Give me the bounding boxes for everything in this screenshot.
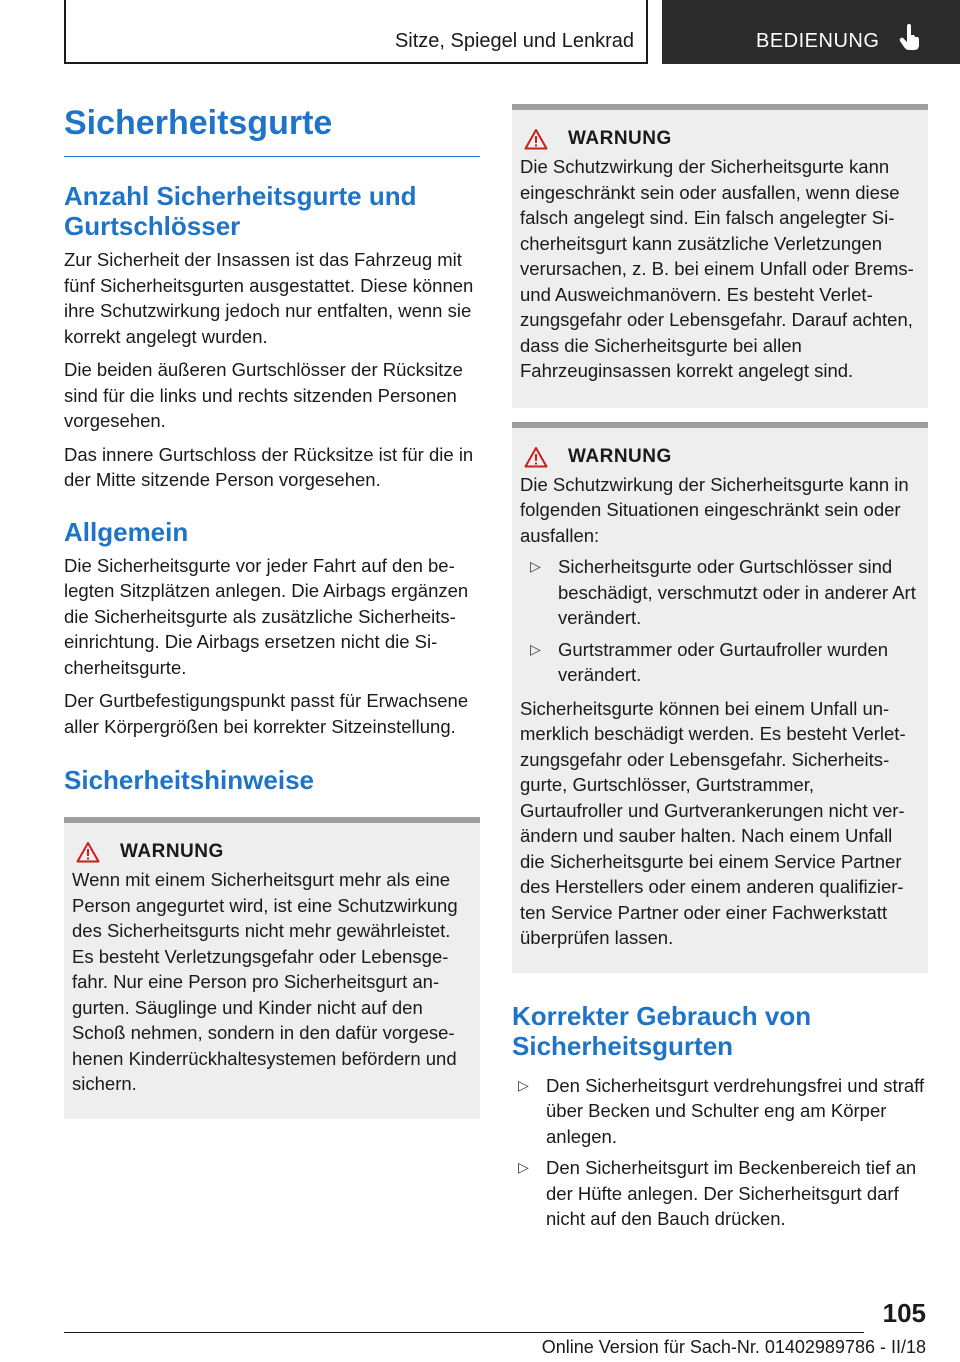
- warning-label: WARNUNG: [568, 445, 672, 467]
- warning-text: Die Schutzwirkung der Sicherheitsgurte kann eingeschränkt sein oder ausfallen, wenn diese falsch angelegt sind. Ein falsch angelegter Sicherheitsgurt kann zusätzliche Verletzungen verursachen, z. B. bei einem Unfall oder Brems- und Ausweichmanövern. Es besteht Verletzungsgefahr oder Lebensgefahr. Darauf achten, dass die Sicherheitsgurte bei allen Fahrzeuginsassen korrekt angelegt sind.: [520, 156, 914, 381]
- footer-divider: [64, 1332, 864, 1333]
- warning-text: Die Schutzwirkung der Sicherheitsgurte kann in folgenden Situationen eingeschränkt sein oder ausfallen:: [520, 473, 909, 546]
- korrekt-list: [512, 1073, 928, 1232]
- heading-korrekt: Korrekter Gebrauch von Sicherheitsgurten: [512, 1000, 812, 1061]
- warning-triangle-icon: [524, 128, 548, 150]
- right-column: [512, 104, 928, 1240]
- paragraph: Die Sicherheitsgurte vor jeder Fahrt auf den belegten Sitzplätzen anlegen. Die Airbags ergänzen die Sicherheitsgurte als zusätzliche Sicherheitseinrichtung. Die Airbags ersetzen nicht die Sicherheitsgurte.: [64, 554, 469, 678]
- paragraph: Das innere Gurtschloss der Rücksitze ist für die in der Mitte sitzende Person vorgesehen.: [64, 443, 474, 490]
- warning-label: WARNUNG: [120, 841, 224, 862]
- hand-pointer-icon: [898, 24, 922, 52]
- heading-anzahl: Anzahl Sicherheitsgurte und Gurtschlösser: [64, 181, 417, 241]
- page-number: 105: [882, 1298, 926, 1328]
- triangle-bullet-icon: ▷: [518, 1159, 529, 1175]
- warning-header: [520, 128, 920, 150]
- list-item: ▷ Sicherheitsgurte oder Gurtschlösser sind beschädigt, verschmutzt oder in anderer Art verändert.: [530, 556, 916, 628]
- list-item: ▷ Den Sicherheitsgurt im Beckenbereich tief an der Hüfte anlegen. Der Sicherheitsgurt darf nicht auf den Bauch drücken.: [518, 1157, 917, 1229]
- header-chapter-box: [64, 0, 648, 64]
- header-section-box: [662, 0, 960, 64]
- left-column: [64, 100, 480, 1119]
- warning-label: WARNUNG: [568, 128, 672, 149]
- paragraph: Der Gurtbefestigungspunkt passt für Erwachsene aller Körpergrößen bei korrekter Sitzeinstellung.: [64, 690, 469, 737]
- warning-text: Wenn mit einem Sicherheitsgurt mehr als eine Person angegurtet wird, ist eine Schutzwirkung des Sicherheitsgurts nicht mehr gewährleistet. Es besteht Verletzungsgefahr oder Lebensgefahr. Nur eine Person pro Sicherheitsgurt angurten. Säuglinge und Kinder nicht auf den Schoß nehmen, sondern in den dafür vorgesehenen Kinderrückhaltesystemen befördern und sichern.: [72, 869, 458, 1094]
- warning-header: [72, 841, 472, 863]
- warning-triangle-icon: [76, 841, 100, 863]
- list-item: ▷ Gurtstrammer oder Gurtaufroller wurden verändert.: [530, 638, 889, 685]
- warning-header: [520, 446, 920, 468]
- header-chapter: Sitze, Spiegel und Lenkrad: [394, 30, 634, 52]
- warning-box: [512, 104, 928, 408]
- warning-list: [524, 554, 920, 688]
- warning-box: [64, 817, 480, 1119]
- warning-triangle-icon: [524, 446, 548, 468]
- paragraph: Die beiden äußeren Gurtschlösser der Rücksitze sind für die links und rechts sitzenden Personen vorgesehen.: [64, 359, 463, 431]
- heading-hinweise: Sicherheitshinweise: [64, 765, 314, 795]
- header-section: BEDIENUNG: [756, 30, 880, 52]
- heading-allgemein: Allgemein: [64, 516, 189, 547]
- footer-version: Online Version für Sach-Nr. 01402989786 - II/18: [541, 1337, 926, 1357]
- warning-text: Sicherheitsgurte können bei einem Unfall unmerklich beschädigt werden. Es besteht Verletzungsgefahr oder Lebensgefahr. Sicherheitsgurte, Gurtschlösser, Gurtstrammer, Gurtaufroller und Gurtverankerungen nicht verändern und sauber halten. Nach einem Unfall die Sicherheitsgurte bei einem Service Partner des Herstellers oder einem anderen qualifizierten Service Partner oder einer Fachwerkstatt überprüfen lassen.: [520, 697, 906, 948]
- triangle-bullet-icon: ▷: [530, 640, 541, 657]
- warning-box: [512, 422, 928, 973]
- list-item: ▷ Den Sicherheitsgurt verdrehungsfrei und straff über Becken und Schulter eng am Körper anlegen.: [518, 1074, 925, 1147]
- paragraph: Zur Sicherheit der Insassen ist das Fahrzeug mit fünf Sicherheitsgurten ausgestattet. Diese können ihre Schutzwirkung jedoch nur entfalten, wenn sie korrekt angelegt wurden.: [64, 249, 474, 347]
- page-title: Sicherheitsgurte: [64, 100, 480, 157]
- triangle-bullet-icon: ▷: [518, 1076, 529, 1093]
- triangle-bullet-icon: ▷: [530, 558, 541, 574]
